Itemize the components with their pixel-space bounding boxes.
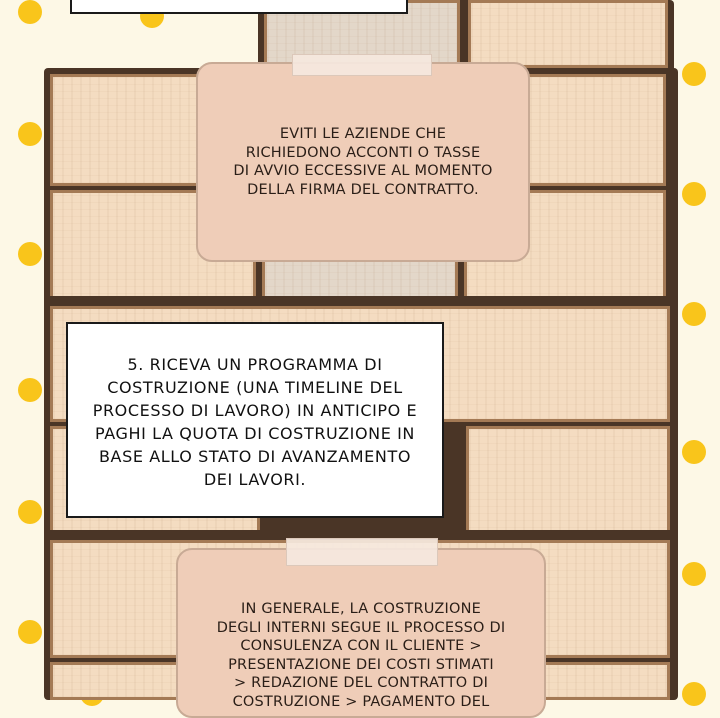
dot [18,122,42,146]
tip-text-5: 5. RICEVA UN PROGRAMMA DI COSTRUZIONE (UNA TIMELINE DEL PROCESSO DI LAVORO) IN ANTICIPO E PAGHI LA QUOTA DI COSTRUZIONE IN BASE ALLO STATO DI AVANZAMENTO DEI LAVORI. [92,355,418,489]
dot [682,682,706,706]
tape-strip [292,54,432,76]
tip-card-5 [66,322,444,518]
note-card [176,548,546,718]
dot [18,0,42,24]
dot [18,500,42,524]
dot [682,302,706,326]
note-text: EVITI LE AZIENDE CHE RICHIEDONO ACCONTI O TASSE DI AVVIO ECCESSIVE AL MOMENTO DELLA FIRMA DEL CONTRATTO. [233,126,493,198]
dot [682,62,706,86]
note-card [196,62,530,262]
top-panel [70,0,408,14]
dot [682,562,706,586]
note-text: IN GENERALE, LA COSTRUZIONE DEGLI INTERNI SEGUE IL PROCESSO DI CONSULENZA CON IL CLIENTE > PRESENTAZIONE DEI COSTI STIMATI > REDAZIONE DEL CONTRATTO DI COSTRUZIONE > PAGAMENTO DEL [216,601,506,710]
dot [18,378,42,402]
tape-strip [286,538,438,566]
dot [682,182,706,206]
dot [682,440,706,464]
brick [468,0,668,68]
brick [466,426,670,538]
dot [18,242,42,266]
dot [18,620,42,644]
